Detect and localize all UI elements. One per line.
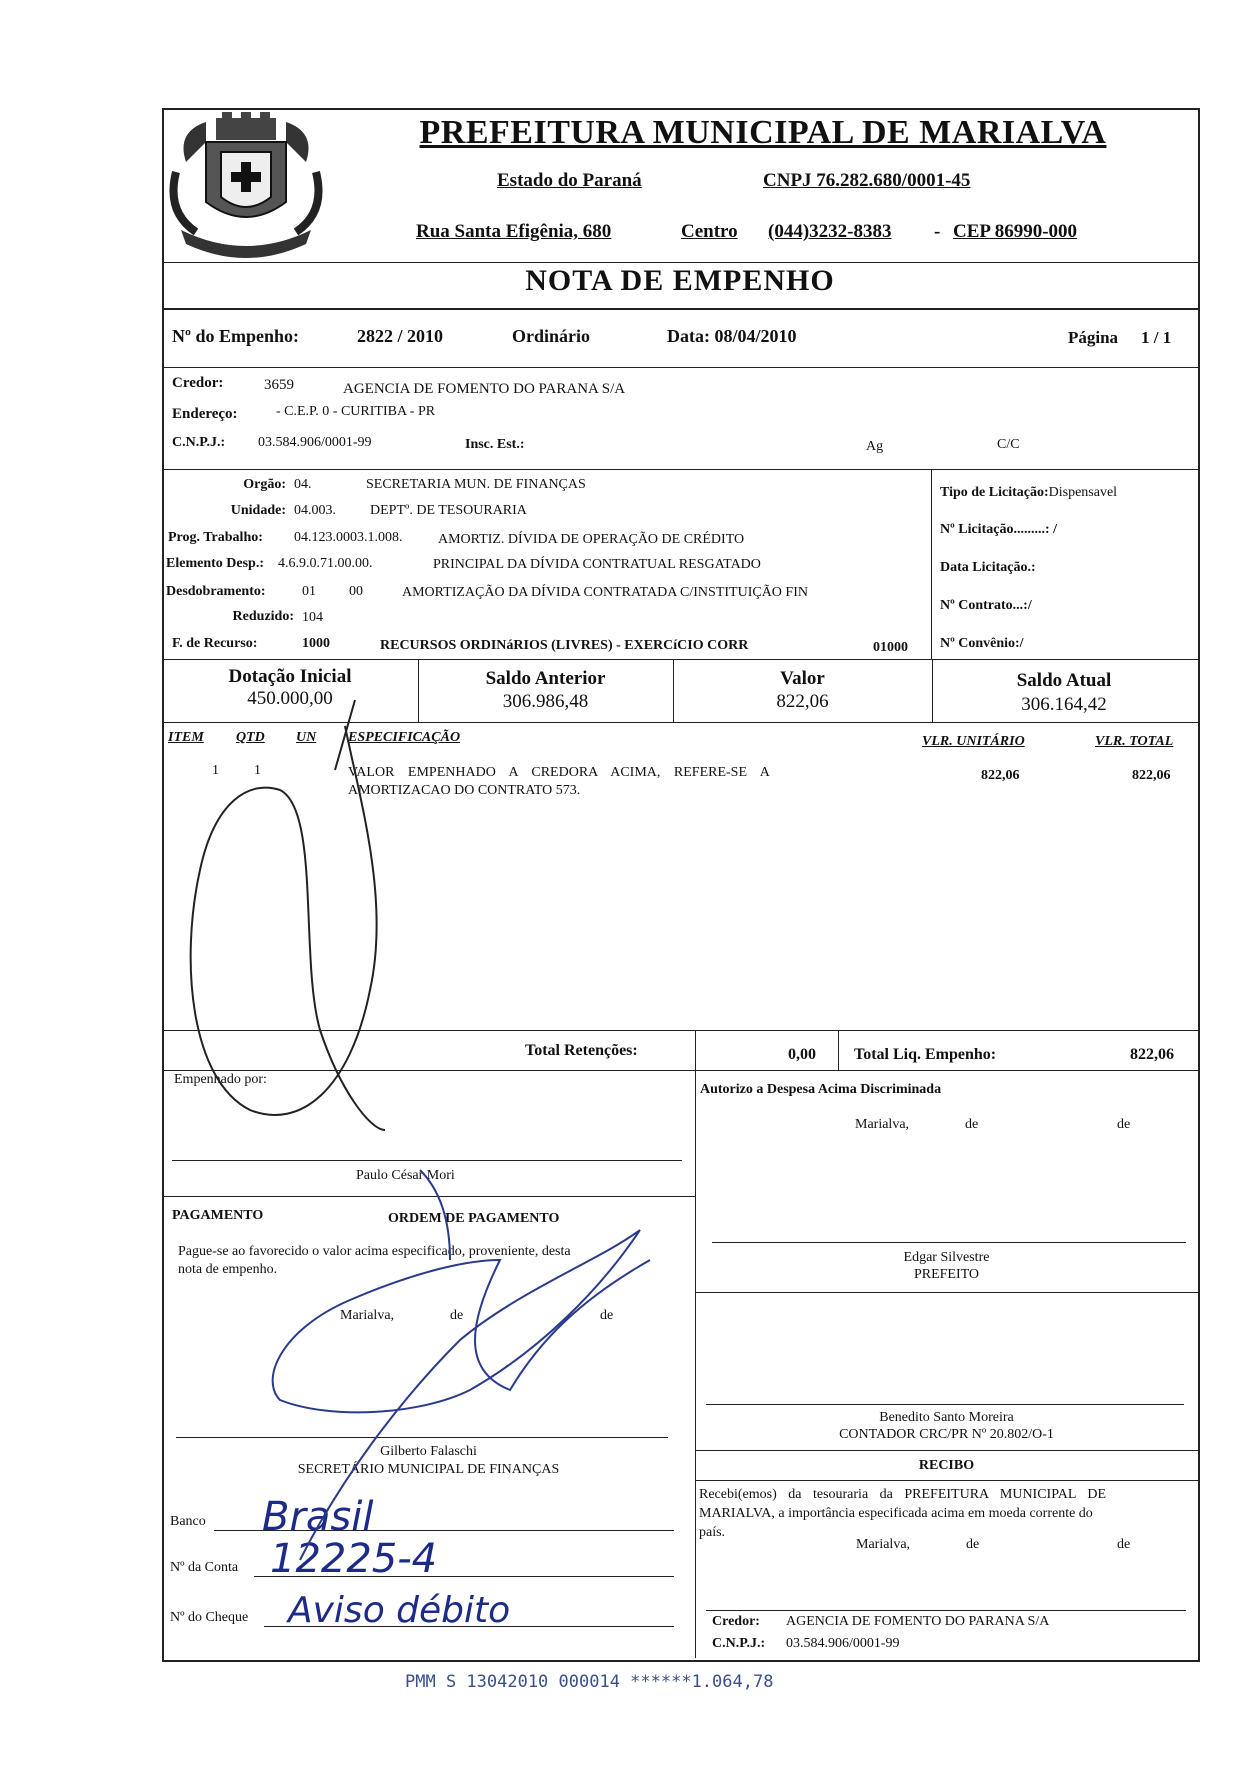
pagamento-de2: de	[600, 1308, 614, 1323]
saldo-atual-label: Saldo Atual	[1016, 670, 1112, 691]
col-qtd: QTD	[236, 730, 265, 745]
prog-label: Prog. Trabalho:	[168, 530, 263, 545]
liquido-value: 822,06	[1130, 1046, 1174, 1063]
pagamento-city: Marialva,	[340, 1308, 395, 1323]
empenhado-label: Empenhado por:	[174, 1072, 267, 1087]
divider	[695, 1292, 1198, 1293]
unidade-label: Unidade:	[230, 503, 286, 518]
data-licitacao-label: Data Licitação.:	[940, 560, 1036, 575]
empenho-type: Ordinário	[512, 326, 591, 346]
prefeito-signer: Edgar Silvestre	[903, 1250, 990, 1265]
contador-role: CONTADOR CRC/PR Nº 20.802/O-1	[839, 1427, 1054, 1442]
document-title: NOTA DE EMPENHO	[525, 264, 835, 297]
cnpj-value: 03.584.906/0001-99	[258, 435, 372, 450]
divider	[838, 1030, 839, 1070]
prog-name: AMORTIZ. DÍVIDA DE OPERAÇÃO DE CRÉDITO	[438, 532, 745, 547]
conta-label: Nº da Conta	[170, 1560, 239, 1575]
item-number: 1	[212, 763, 219, 778]
divider	[162, 1030, 1198, 1031]
divider	[695, 1070, 696, 1658]
reduzido-value: 104	[302, 610, 323, 625]
elemento-name: PRINCIPAL DA DÍVIDA CONTRATUAL RESGATADO	[433, 557, 761, 572]
dotacao-inicial-label: Dotação Inicial	[228, 666, 352, 687]
contrato-label: Nº Contrato...:/	[940, 598, 1032, 613]
divider	[695, 1450, 1198, 1451]
recibo-credor-label: Credor:	[712, 1614, 760, 1629]
tipo-licitacao-label: Tipo de Licitação:	[940, 485, 1049, 500]
desdobramento-code1: 01	[302, 584, 316, 599]
recurso-name: RECURSOS ORDINáRIOS (LIVRES) - EXERCíCIO CORR	[380, 638, 749, 653]
divider	[162, 659, 1198, 660]
page-label: Página	[1068, 328, 1119, 347]
pagamento-label: PAGAMENTO	[172, 1208, 264, 1223]
unidade-code: 04.003.	[294, 503, 336, 518]
signature-line	[712, 1242, 1186, 1243]
divider	[931, 469, 932, 659]
empenho-date: Data: 08/04/2010	[667, 326, 797, 346]
recibo-text-line2: MARIALVA, a importância especificada acima em moeda corrente do	[699, 1506, 1093, 1521]
item-qtd: 1	[254, 763, 261, 778]
credor-label: Credor:	[172, 375, 224, 391]
recurso-code: 1000	[302, 636, 330, 651]
secretario-role: SECRETÁRIO MUNICIPAL DE FINANÇAS	[297, 1462, 560, 1477]
divider	[162, 262, 1198, 263]
header-phone: (044)3232-8383	[768, 221, 892, 242]
col-especificacao: ESPECIFICAÇÃO	[348, 730, 461, 745]
header-state: Estado do Paraná	[497, 170, 642, 191]
header-separator: -	[934, 221, 941, 242]
signature-line	[176, 1437, 668, 1438]
pagamento-text-line1: Pague-se ao favorecido o valor acima especificado, proveniente, desta	[178, 1244, 571, 1259]
banco-handwritten-value: Brasil	[262, 1494, 374, 1540]
col-valor-unitario: VLR. UNITÁRIO	[922, 734, 1025, 749]
header-cep: CEP 86990-000	[953, 221, 1078, 242]
desdobramento-name: AMORTIZAÇÃO DA DÍVIDA CONTRATADA C/INSTITUIÇÃO FIN	[402, 585, 808, 600]
saldo-anterior-value: 306.986,48	[502, 691, 589, 712]
col-item: ITEM	[168, 730, 204, 745]
orgao-code: 04.	[294, 477, 312, 492]
ordem-pagamento-label: ORDEM DE PAGAMENTO	[388, 1211, 560, 1226]
banco-label: Banco	[170, 1514, 206, 1529]
contador-signer: Benedito Santo Moreira	[879, 1410, 1014, 1425]
empenho-number: 2822 / 2010	[357, 326, 444, 346]
reduzido-label: Reduzido:	[232, 609, 294, 624]
pagamento-de1: de	[450, 1308, 464, 1323]
cheque-label: Nº do Cheque	[170, 1610, 249, 1625]
page-number: 1 / 1	[1141, 328, 1172, 347]
recibo-city: Marialva,	[856, 1537, 911, 1552]
convenio-label: Nº Convênio:/	[940, 636, 1024, 651]
divider	[162, 722, 1198, 723]
coat-of-arms-logo	[166, 112, 326, 260]
recibo-text-line3: país.	[699, 1525, 726, 1540]
pagamento-text-line2: nota de empenho.	[178, 1262, 278, 1277]
recurso-code2: 01000	[873, 640, 908, 655]
prefeito-role: PREFEITO	[913, 1267, 980, 1282]
signature-line	[706, 1404, 1184, 1405]
insc-label: Insc. Est.:	[465, 437, 525, 452]
divider	[695, 1480, 1198, 1481]
col-un: UN	[296, 730, 317, 745]
divider	[162, 1196, 695, 1197]
header-address: Rua Santa Efigênia, 680	[416, 221, 612, 242]
ag-label: Ag	[866, 439, 884, 454]
elemento-code: 4.6.9.0.71.00.00.	[278, 556, 373, 571]
divider	[162, 308, 1198, 310]
divider	[695, 1030, 696, 1070]
autorizo-city: Marialva,	[855, 1117, 910, 1132]
header-cnpj: CNPJ 76.282.680/0001-45	[763, 170, 971, 191]
header-district: Centro	[681, 221, 738, 242]
num-licitacao-label: Nº Licitação.........: /	[940, 522, 1057, 537]
signature-line	[172, 1160, 682, 1161]
tipo-licitacao-value: Dispensavel	[1048, 485, 1118, 500]
divider	[162, 367, 1198, 368]
dotacao-inicial-value: 450.000,00	[247, 688, 333, 709]
credor-name: AGENCIA DE FOMENTO DO PARANA S/A	[343, 381, 626, 397]
recurso-label: F. de Recurso:	[172, 636, 258, 651]
orgao-label: Orgão:	[243, 477, 286, 492]
item-total-value: 822,06	[1132, 768, 1171, 783]
bank-stamp: PMM S 13042010 000014 ******1.064,78	[405, 1672, 774, 1692]
saldo-anterior-label: Saldo Anterior	[485, 668, 606, 689]
liquido-label: Total Liq. Empenho:	[854, 1046, 997, 1063]
page-title: PREFEITURA MUNICIPAL DE MARIALVA	[419, 114, 1107, 151]
desdobramento-code2: 00	[349, 584, 363, 599]
retencoes-value: 0,00	[788, 1046, 816, 1063]
recibo-cnpj-value: 03.584.906/0001-99	[786, 1636, 900, 1651]
conta-handwritten-value: 12225-4	[270, 1536, 438, 1582]
autorizo-label: Autorizo a Despesa Acima Discriminada	[700, 1082, 942, 1097]
col-valor-total: VLR. TOTAL	[1095, 734, 1174, 749]
autorizo-de1: de	[965, 1117, 979, 1132]
signature-line	[706, 1610, 1186, 1611]
empenhado-signer: Paulo César Mori	[356, 1168, 455, 1183]
divider	[162, 469, 1198, 470]
retencoes-label: Total Retenções:	[525, 1042, 638, 1059]
recibo-label: RECIBO	[918, 1458, 975, 1473]
autorizo-de2: de	[1117, 1117, 1131, 1132]
cc-label: C/C	[997, 437, 1020, 452]
recibo-credor-name: AGENCIA DE FOMENTO DO PARANA S/A	[786, 1614, 1050, 1629]
recibo-text-line1: Recebi(emos) da tesouraria da PREFEITURA MUNICIPAL DE	[699, 1487, 1107, 1502]
empenho-label: Nº do Empenho:	[172, 326, 299, 346]
credor-code: 3659	[264, 377, 294, 393]
recibo-cnpj-label: C.N.P.J.:	[712, 1636, 766, 1651]
orgao-name: SECRETARIA MUN. DE FINANÇAS	[366, 477, 586, 492]
divider	[162, 1070, 1198, 1071]
endereco-label: Endereço:	[172, 406, 238, 422]
item-spec-line1: VALOR EMPENHADO A CREDORA ACIMA, REFERE-SE A	[348, 765, 770, 780]
recibo-de2: de	[1117, 1537, 1131, 1552]
desdobramento-label: Desdobramento:	[166, 584, 266, 599]
elemento-label: Elemento Desp.:	[166, 556, 264, 571]
valor-label: Valor	[780, 668, 825, 689]
secretario-signer: Gilberto Falaschi	[380, 1444, 477, 1459]
valor-value: 822,06	[776, 691, 829, 712]
cnpj-label: C.N.P.J.:	[172, 435, 226, 450]
item-spec-line2: AMORTIZACAO DO CONTRATO 573.	[348, 783, 581, 798]
endereco-value: - C.E.P. 0 - CURITIBA - PR	[276, 404, 436, 419]
prog-code: 04.123.0003.1.008.	[294, 530, 403, 545]
unidade-name: DEPTº. DE TESOURARIA	[370, 503, 527, 518]
recibo-de1: de	[966, 1537, 980, 1552]
item-unit-value: 822,06	[981, 768, 1020, 783]
saldo-atual-value: 306.164,42	[1021, 694, 1107, 715]
cheque-handwritten-value: Aviso débito	[288, 1590, 511, 1631]
